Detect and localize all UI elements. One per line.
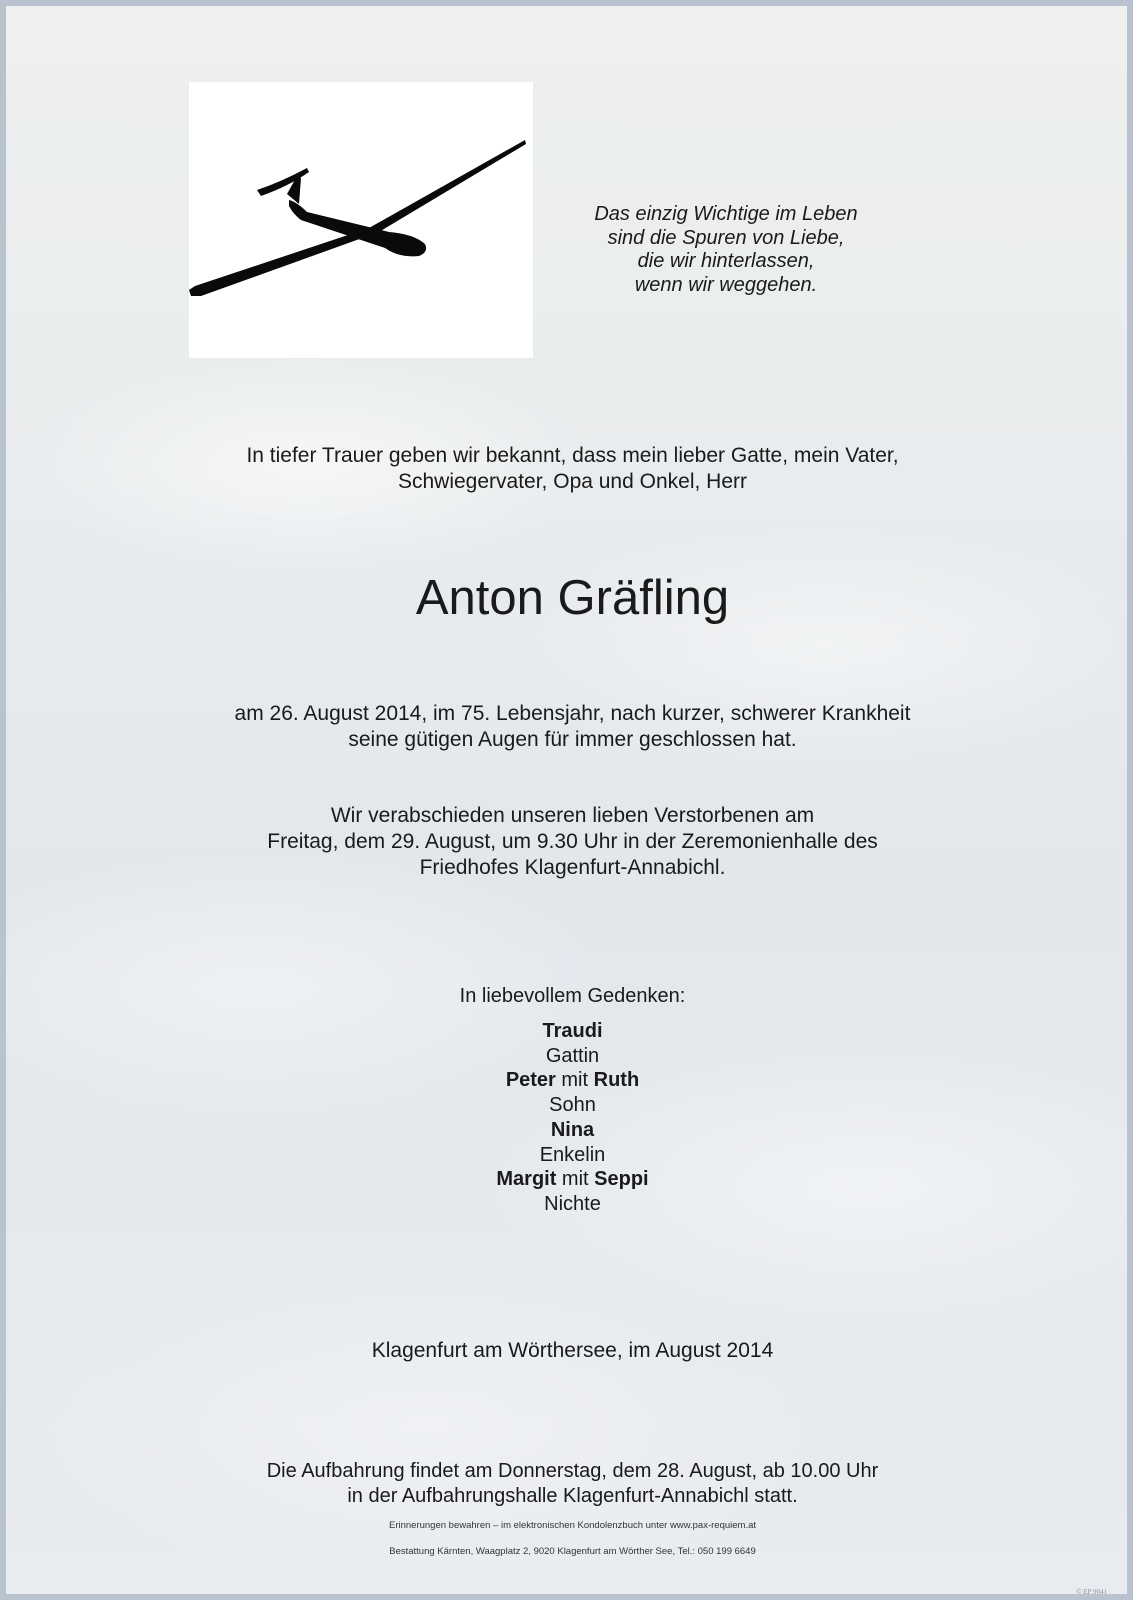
mourner-partner: Seppi	[594, 1168, 649, 1191]
wake-line: in der Aufbahrungshalle Klagenfurt-Annabichl statt.	[347, 1485, 798, 1507]
intro-line: In tiefer Trauer geben wir bekannt, dass mein lieber Gatte, mein Vater,	[246, 444, 899, 467]
mourner-relation: Sohn	[549, 1094, 596, 1117]
service-line: Freitag, dem 29. August, um 9.30 Uhr in der Zeremonienhalle des	[267, 830, 878, 853]
service-line: Wir verabschieden unseren lieben Verstorbenen am	[330, 804, 815, 827]
mourner-partner: Ruth	[593, 1069, 640, 1092]
quote-line: wenn wir weggehen.	[634, 273, 818, 296]
lying-in-state-info	[6, 1459, 1133, 1509]
glider-photo	[189, 82, 533, 358]
glider-silhouette-icon	[189, 82, 533, 358]
mourner-joiner: mit	[555, 1069, 594, 1092]
mourner-name: Margit	[496, 1168, 557, 1191]
memory-title: In liebevollem Gedenken:	[459, 985, 686, 1007]
mourner-name: Traudi	[542, 1020, 603, 1042]
mourner-relation: Gattin	[545, 1044, 600, 1067]
mourner-name: Nina	[550, 1118, 595, 1141]
wake-line: Die Aufbahrung findet am Donnerstag, dem 28. August, ab 10.00 Uhr	[266, 1460, 879, 1482]
deceased-name: Anton Gräfling	[415, 571, 730, 625]
funeral-service-info	[6, 803, 1133, 881]
death-line: seine gütigen Augen für immer geschlossen hat.	[348, 728, 797, 751]
mourner-entry	[6, 1019, 1133, 1044]
condolence-note: Erinnerungen bewahren – im elektronischen Kondolenzbuch unter www.pax-requiem.at	[388, 1520, 757, 1531]
announcement-intro	[6, 443, 1133, 495]
mourners-list	[6, 1019, 1133, 1217]
mourner-relation: Nichte	[544, 1192, 601, 1215]
mourner-entry	[6, 1068, 1133, 1093]
quote-line: Das einzig Wichtige im Leben	[594, 203, 858, 225]
intro-line: Schwiegervater, Opa und Onkel, Herr	[397, 470, 747, 493]
document-code: © EP 9041	[1076, 1588, 1107, 1596]
death-line: am 26. August 2014, im 75. Lebensjahr, nach kurzer, schwerer Krankheit	[234, 702, 911, 725]
mourner-name: Peter	[505, 1069, 556, 1092]
memorial-quote	[571, 203, 881, 297]
mourner-relation: Enkelin	[539, 1143, 606, 1166]
mourner-entry	[6, 1118, 1133, 1143]
quote-line: die wir hinterlassen,	[637, 250, 815, 272]
undertaker-info: Bestattung Kärnten, Waagplatz 2, 9020 Klagenfurt am Wörther See, Tel.: 050 199 6649	[389, 1546, 756, 1557]
service-line: Friedhofes Klagenfurt-Annabichl.	[419, 856, 726, 879]
quote-line: sind die Spuren von Liebe,	[607, 226, 845, 249]
mourner-joiner: mit	[556, 1168, 595, 1191]
place-and-date: Klagenfurt am Wörthersee, im August 2014	[371, 1339, 774, 1362]
death-notice	[6, 701, 1133, 753]
mourner-entry	[6, 1167, 1133, 1192]
